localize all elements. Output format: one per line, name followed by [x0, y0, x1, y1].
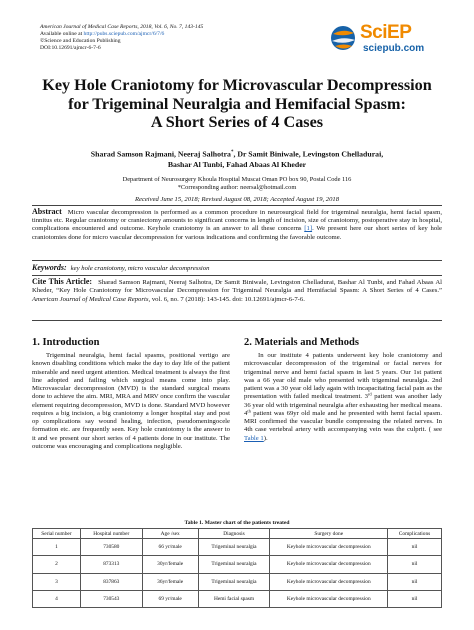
authors-second-part: , Dr Samit Biniwale, Levingston Chelladurai, — [233, 149, 384, 159]
table-cell: Keyhole microvascular decompression — [270, 539, 388, 556]
ordinal-sup: th — [247, 408, 251, 414]
table-cell: 730543 — [80, 590, 142, 607]
keywords-label: Keywords: — [32, 263, 67, 272]
corresponding-mark: * — [230, 150, 234, 155]
column-header: Diagnosis — [198, 529, 270, 539]
methods-text: ). — [263, 434, 268, 442]
logo-wordmark — [360, 22, 411, 44]
table-cell: 69 yr/male — [142, 590, 198, 607]
table-link[interactable]: Table 1 — [244, 434, 264, 442]
table-cell: nil — [388, 556, 442, 573]
table-row — [33, 573, 442, 590]
cite-block — [32, 278, 442, 304]
abstract-label: Abstract — [32, 207, 62, 216]
table-cell: Hemi facial spasm — [198, 590, 270, 607]
table-cell: Trigeminal neuralgia — [198, 573, 270, 590]
section-heading-methods: 2. Materials and Methods — [244, 337, 359, 348]
journal-header — [40, 24, 340, 52]
cite-journal: American Journal of Medical Case Reports — [32, 295, 149, 303]
cite-tail: , vol. 6, no. 7 (2018): 143-145. doi: 10.12691/ajmcr-6-7-6. — [148, 295, 305, 303]
table-cell: 66 yr/male — [142, 539, 198, 556]
methods-body — [244, 352, 442, 443]
methods-text: In our institute 4 patients underwent key hole craniotomy and microvascular decompression of the trigeminal or facial nerves for trigeminal nerve and hemi facial spasm in last 5 years. Our 1st patient was a 66 year old male who presented with trigeminal neuralgia. 2nd patient was a 30 year old lady again with incapacitating facial pain as the presentation with failed medical treatment. 3 — [244, 352, 442, 401]
corresponding-author-line: *Corresponding author: neersal@hotmail.com — [177, 184, 297, 191]
divider — [32, 275, 442, 276]
table-cell: 2 — [33, 556, 81, 573]
table-cell: 4 — [33, 590, 81, 607]
table-row — [33, 556, 442, 573]
title-line: Key Hole Craniotomy for Microvascular Decompression — [42, 76, 432, 94]
abstract-text-cont: . We present here our short series of key hole craniotomies done for micro vascular decompression for various indications and confirming the favorable outcome. — [32, 225, 442, 241]
table-header-row — [33, 529, 442, 539]
doi-line: DOI:10.12691/ajmcr-6-7-6 — [40, 45, 101, 51]
table-cell: 1 — [33, 539, 81, 556]
table-cell: 873313 — [80, 556, 142, 573]
authors-first-part: Sharad Samson Rajmani, Neeraj Salhotra — [90, 149, 231, 159]
title-line: A Short Series of 4 Cases — [150, 113, 324, 131]
article-url-link[interactable]: http://pubs.sciepub.com/ajmcr/6/7/6 — [83, 31, 165, 37]
logo-site: sciepub.com — [363, 43, 425, 54]
table-cell: Keyhole microvascular decompression — [270, 573, 388, 590]
table-row — [33, 590, 442, 607]
publication-dates: Received June 15, 2018; Revised August 08, 2018; Accepted August 19, 2018 — [135, 196, 339, 203]
author-line — [30, 148, 444, 160]
abstract-block — [32, 208, 442, 242]
table-cell: 730580 — [80, 539, 142, 556]
affiliation — [30, 176, 444, 192]
column-header: Age /sex — [142, 529, 198, 539]
sciep-logo[interactable] — [330, 22, 438, 64]
divider — [32, 205, 442, 206]
author-line: Bashar Al Tunbi, Fahad Abaas Al Kheder — [167, 159, 307, 169]
table-cell: Trigeminal neuralgia — [198, 539, 270, 556]
logo-word-accent: EP — [387, 22, 412, 43]
ordinal-sup: rd — [367, 391, 372, 397]
table-cell: nil — [388, 539, 442, 556]
keywords-value: key hole craniotomy, micro vascular decompression — [70, 265, 210, 272]
divider — [32, 320, 442, 321]
title-line: for Trigeminal Neuralgia and Hemifacial Spasm: — [68, 94, 406, 113]
article-title — [20, 76, 454, 132]
sciep-globe-icon — [330, 24, 358, 56]
cite-label: Cite This Article: — [32, 277, 93, 286]
column-header: Hospital number — [80, 529, 142, 539]
table-cell: nil — [388, 590, 442, 607]
table-cell: 3 — [33, 573, 81, 590]
table-cell: 30yr/female — [142, 556, 198, 573]
table-row — [33, 539, 442, 556]
department-line: Department of Neurosurgery Khoula Hospital Muscat Oman PO box 90, Postal Code 116 — [122, 176, 352, 183]
logo-word-main: Sci — [360, 22, 388, 43]
publisher-line: ©Science and Education Publishing — [40, 38, 121, 44]
introduction-body: Trigeminal neuralgia, hemi facial spasms, positional vertigo are known disabling conditions which make the day to day life of the patient miserable and need urgent attention. Medical treatment is always the first line adopted and failing which surgical means come into play. Microvascular decompression (MVD) is the standard surgical means done to achieve the aim. MRI, MRA and MRV once confirm the vascular element requiring decompression, MVD is done. Standard MVD however requires a big incision, a big craniotomy a longer hospital stay and post op complications say wound healing, infection, pseudomeningocele formation etc. are frequently seen. Key hole craniotomy is the answer to it and we present our short series of 4 patients done in our institute. The outcome was encouraging and complications negligible. — [32, 352, 230, 450]
table-cell: Trigeminal neuralgia — [198, 556, 270, 573]
column-header: Complications — [388, 529, 442, 539]
citation-link[interactable]: [1] — [304, 225, 313, 233]
table-cell: nil — [388, 573, 442, 590]
table-cell: Keyhole microvascular decompression — [270, 556, 388, 573]
journal-citation-line: American Journal of Medical Case Reports, 2018, Vol. 6, No. 7, 143-145 — [40, 24, 204, 30]
abstract-text: Micro vascular decompression is performed as a common procedure in neurosurgical field for trigeminal neuralgia, hemi facial spasm, tinnitus etc. Regular craniotomy or craniectomy amounts to significant concerns in length of incision, size of craniotomy, postoperative stay in hospital, complications encountered and outcome. Keyhole craniotomy is an answer to all these concerns — [32, 209, 442, 233]
divider — [32, 260, 442, 261]
methods-text: patient was 69yr old male and he presented with hemi facial spasm. MRI confirmed the vascular bundle compressing the related nerves. In 4th case vertebral artery with accompanying vein was the culprit. ( see — [244, 409, 442, 434]
methods-text: patient was another lady 36 year old with trigeminal neuralgia after exhausting her medical means. 4 — [244, 393, 442, 417]
column-header: Serial number — [33, 529, 81, 539]
column-header: Surgery done — [270, 529, 388, 539]
table-caption: Table 1. Master chart of the patients treated — [184, 520, 290, 526]
keywords-block — [32, 263, 442, 272]
table-cell: 837863 — [80, 573, 142, 590]
cite-text: Sharad Samson Rajmani, Neeraj Salhotra, Dr Samit Biniwale, Levingston Chelladurai, Bashar Al Tunbi, and Fahad Abaas Al Kheder, “Key Hole Craniotomy for Microvascular Decompression for Trigeminal Neuralgia and Hemifacial Spasm: A Short Series of 4 Cases.” — [32, 279, 443, 295]
table-cell: 36yr/female — [142, 573, 198, 590]
table-cell: Keyhole microvascular decompression — [270, 590, 388, 607]
patients-table — [32, 528, 442, 608]
availability-line — [40, 31, 340, 38]
available-prefix: Available online at — [40, 31, 84, 37]
author-list — [30, 148, 444, 170]
section-heading-introduction: 1. Introduction — [32, 337, 100, 348]
